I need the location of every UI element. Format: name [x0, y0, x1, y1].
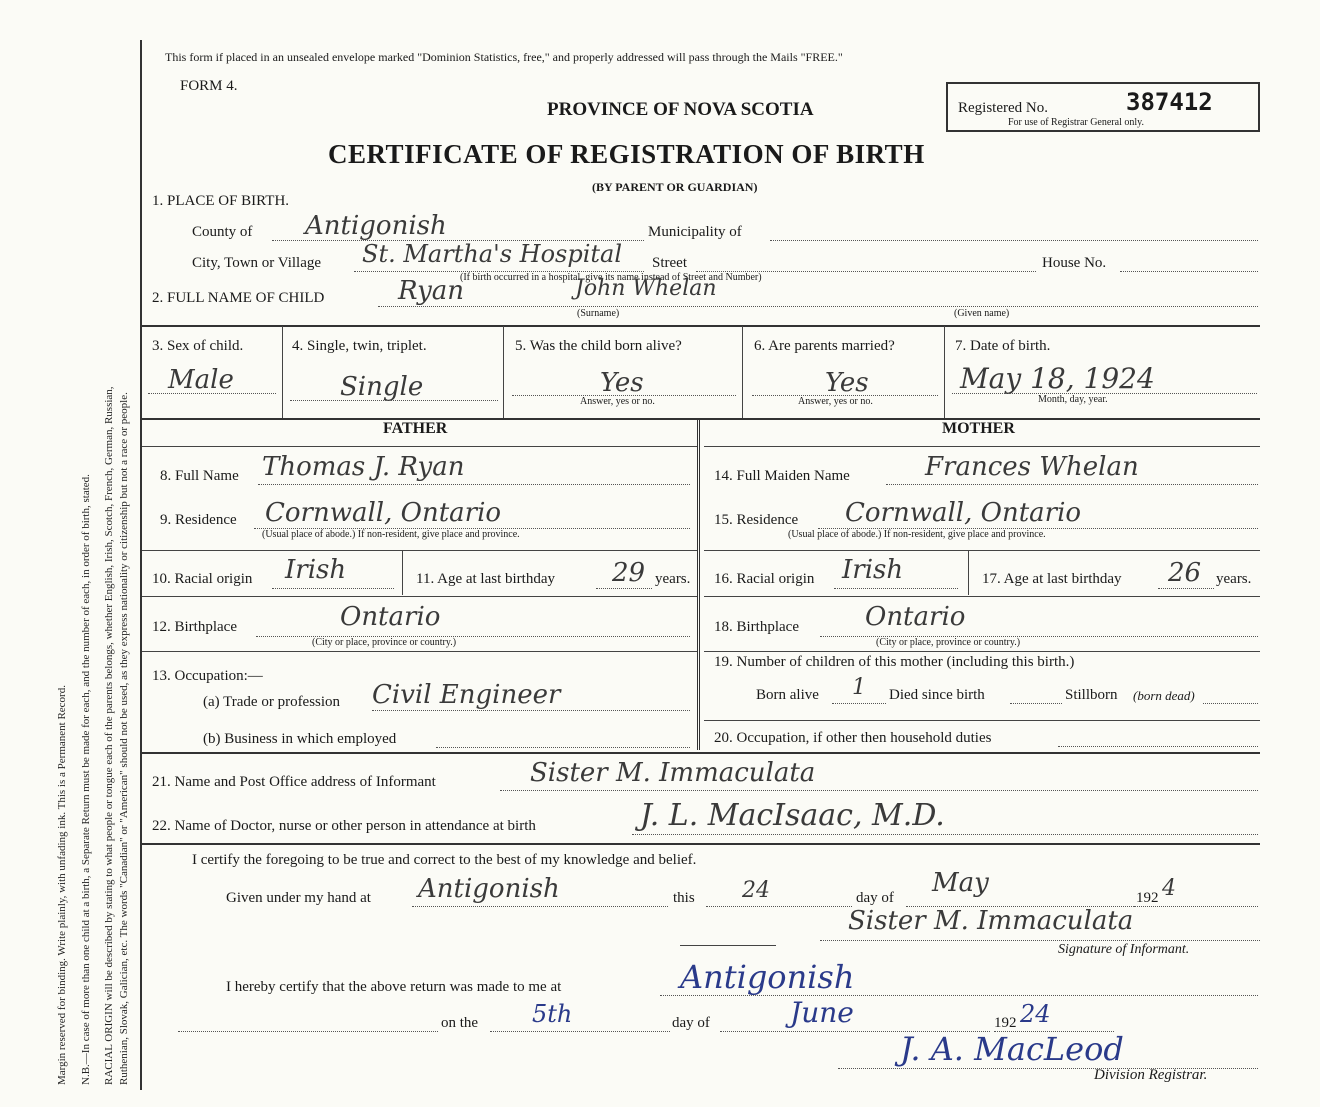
married-value: Yes — [825, 368, 869, 398]
mail-notice: This form if placed in an unsealed envelope marked "Dominion Statistics, free," and properly addressed will pass through the Mails "FREE." — [165, 50, 843, 64]
nb-note-1: N.B.—In case of more than one child at a birth, a Separate Return must be made for each, and the number of each, in order of birth, stated. — [80, 474, 92, 1085]
dob-caption: Month, day, year. — [1038, 394, 1108, 405]
child-given-name: John Whelan — [575, 276, 717, 301]
father-residence-value: Cornwall, Ontario — [265, 498, 502, 528]
given-year-prefix: 192 — [1136, 890, 1159, 906]
born-alive-answer-caption: Answer, yes or no. — [580, 396, 655, 407]
born-alive-count-value: 1 — [852, 675, 866, 700]
sex-value: Male — [168, 365, 234, 395]
mother-age-years: years. — [1216, 571, 1252, 587]
married-answer-caption: Answer, yes or no. — [798, 396, 873, 407]
registered-label: Registered No. — [958, 100, 1048, 116]
division-registrar-caption: Division Registrar. — [1094, 1067, 1208, 1083]
mother-occupation-label: 20. Occupation, if other then household duties — [714, 730, 992, 746]
given-at-value: Antigonish — [418, 874, 560, 904]
children-count-label: 19. Number of children of this mother (including this birth.) — [714, 654, 1075, 670]
father-birthplace-caption: (City or place, province or country.) — [312, 637, 457, 648]
mother-residence-caption: (Usual place of abode.) If non-resident, give place and province. — [788, 529, 1046, 540]
married-label: 6. Are parents married? — [754, 338, 895, 354]
father-residence-caption: (Usual place of abode.) If non-resident, give place and province. — [262, 529, 520, 540]
father-birthplace-label: 12. Birthplace — [152, 619, 237, 635]
municipality-label: Municipality of — [648, 224, 742, 240]
mother-racial-label: 16. Racial origin — [714, 571, 815, 587]
signature-informant-caption: Signature of Informant. — [1058, 942, 1190, 957]
sex-label: 3. Sex of child. — [152, 338, 244, 354]
dob-label: 7. Date of birth. — [955, 338, 1051, 354]
given-under-label: Given under my hand at — [226, 890, 371, 906]
mother-age-value: 26 — [1168, 558, 1202, 588]
mother-name-label: 14. Full Maiden Name — [714, 468, 850, 484]
margin-rule — [140, 40, 142, 1090]
mother-racial-value: Irish — [842, 555, 904, 585]
place-of-birth-label: 1. PLACE OF BIRTH. — [152, 193, 290, 209]
given-name-caption: (Given name) — [954, 308, 1010, 319]
surname-caption: (Surname) — [577, 308, 620, 319]
registrar-signature: J. A. MacLeod — [900, 1030, 1124, 1068]
mother-birthplace-value: Ontario — [865, 602, 966, 632]
street-label: Street — [652, 255, 687, 271]
registration-year-value: 24 — [1020, 1000, 1051, 1028]
informant-signature: Sister M. Immaculata — [848, 906, 1134, 936]
born-dead-label: (born dead) — [1133, 688, 1195, 703]
nb-note-3: Ruthenian, Slovak, Galician, etc. The words "Canadian" or "American" should not be used, as they express nationality or citizenship but not a race or people. — [118, 392, 130, 1085]
informant-value: Sister M. Immaculata — [530, 758, 816, 788]
father-age-value: 29 — [612, 558, 646, 588]
father-heading: FATHER — [383, 420, 448, 437]
mother-residence-label: 15. Residence — [714, 512, 799, 528]
doctor-label: 22. Name of Doctor, nurse or other person in attendance at birth — [152, 818, 536, 834]
province-title: PROVINCE OF NOVA SCOTIA — [547, 99, 814, 120]
mother-birthplace-label: 18. Birthplace — [714, 619, 799, 635]
house-no-label: House No. — [1042, 255, 1107, 271]
mother-birthplace-caption: (City or place, province or country.) — [876, 637, 1021, 648]
plurality-label: 4. Single, twin, triplet. — [292, 338, 427, 354]
dob-value: May 18, 1924 — [960, 362, 1155, 395]
occupation-label: 13. Occupation:— — [152, 668, 263, 684]
father-racial-label: 10. Racial origin — [152, 571, 253, 587]
father-age-years: years. — [655, 571, 691, 587]
registration-place-value: Antigonish — [680, 958, 855, 996]
father-birthplace-value: Ontario — [340, 602, 441, 632]
child-surname: Ryan — [398, 276, 465, 306]
mother-name-value: Frances Whelan — [925, 452, 1139, 482]
born-alive-value: Yes — [600, 368, 644, 398]
plurality-value: Single — [340, 372, 424, 402]
on-the-label: on the — [441, 1015, 479, 1031]
registered-number: 387412 — [1126, 88, 1213, 116]
certificate-title: CERTIFICATE OF REGISTRATION OF BIRTH — [328, 139, 925, 169]
father-name-label: 8. Full Name — [160, 468, 239, 484]
trade-value: Civil Engineer — [372, 680, 561, 710]
city-value: St. Martha's Hospital — [362, 240, 623, 268]
certify-text: I certify the foregoing to be true and correct to the best of my knowledge and belief. — [192, 852, 697, 868]
registered-note: For use of Registrar General only. — [1008, 117, 1144, 128]
given-year-value: 4 — [1162, 876, 1176, 901]
county-label: County of — [192, 224, 253, 240]
doctor-value: J. L. MacIsaac, M.D. — [640, 798, 945, 833]
form-number: FORM 4. — [180, 78, 238, 94]
margin-note: Margin reserved for binding. Write plainly, with unfading ink. This is a Permanent Record. — [56, 685, 68, 1085]
certificate-subtitle: (BY PARENT OR GUARDIAN) — [592, 180, 758, 194]
father-residence-label: 9. Residence — [160, 512, 237, 528]
mother-residence-value: Cornwall, Ontario — [845, 498, 1082, 528]
born-alive-label: 5. Was the child born alive? — [515, 338, 682, 354]
born-alive-count-label: Born alive — [756, 687, 819, 703]
day-of-label-2: day of — [672, 1015, 710, 1031]
hereby-label: I hereby certify that the above return was made to me at — [226, 979, 562, 995]
business-label: (b) Business in which employed — [203, 731, 397, 747]
city-label: City, Town or Village — [192, 255, 322, 271]
this-label: this — [673, 890, 695, 906]
nb-note-2: RACIAL ORIGIN will be described by stating to what people or tongue each of the parents belongs, whether English, Irish, Scotch, French, German, Russian, — [103, 386, 115, 1085]
stillborn-label: Stillborn — [1065, 687, 1118, 703]
given-day-value: 24 — [742, 878, 770, 903]
county-value: Antigonish — [305, 211, 447, 241]
informant-label: 21. Name and Post Office address of Informant — [152, 774, 436, 790]
full-name-label: 2. FULL NAME OF CHILD — [152, 290, 325, 306]
trade-label: (a) Trade or profession — [203, 694, 341, 710]
registered-box — [946, 82, 1260, 132]
given-month-value: May — [932, 868, 989, 898]
mother-age-label: 17. Age at last birthday — [982, 571, 1122, 587]
registration-month-value: June — [790, 996, 854, 1029]
mother-heading: MOTHER — [942, 420, 1015, 437]
registration-day-value: 5th — [532, 1000, 573, 1028]
father-name-value: Thomas J. Ryan — [262, 452, 465, 482]
father-racial-value: Irish — [285, 555, 347, 585]
died-label: Died since birth — [889, 687, 985, 703]
day-of-label: day of — [856, 890, 894, 906]
hospital-note: (If birth occurred in a hospital, give its name instead of Street and Number) — [460, 272, 762, 283]
father-age-label: 11. Age at last birthday — [416, 571, 555, 587]
registration-year-prefix: 192 — [994, 1015, 1017, 1031]
